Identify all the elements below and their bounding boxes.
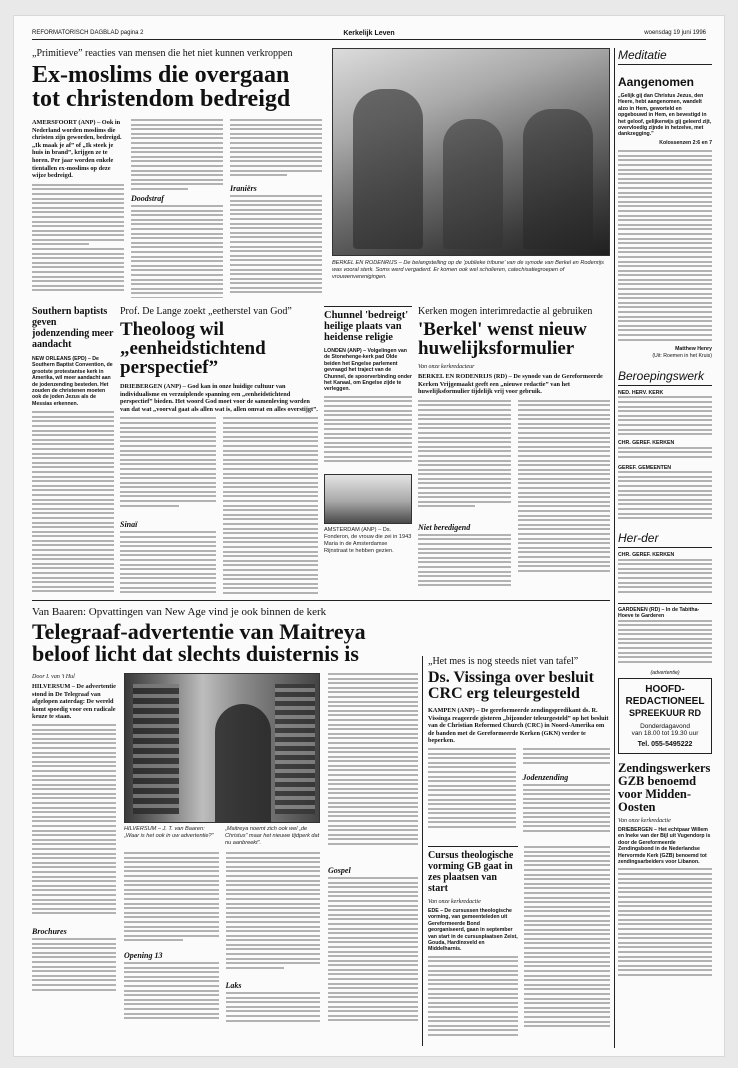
photo-caption: BERKEL EN RODENRIJS – De belangstelling op de ‘publieke tribune’ van de synode van Berkel en Rodenrijs was vooral sterk. Soms werd vergaderd. Er komen ook wel scholieren, catechisatiegroepen of vrouwenverenigingen.	[332, 260, 604, 280]
article-body-text	[32, 724, 116, 924]
article-subheading: Doodstraf	[131, 194, 164, 203]
sidebar-divider	[614, 48, 615, 1048]
photo-caption: HILVERSUM – J. T. van Baaren: „Waar is het ook in uw advertentie?”	[124, 826, 214, 839]
article-headline: Southern baptists geven jodenzending meer aandacht	[32, 306, 114, 350]
article-byline: Van onze kerkredactie	[618, 817, 671, 824]
news-brief-body	[618, 620, 712, 670]
masthead-paper-name: REFORMATORISCH DAGBLAD pagina 2	[32, 30, 144, 36]
article-ex-moslims	[32, 48, 322, 298]
article-headline: Telegraaf-advertentie van Maitreya beloof licht dat slechts duisternis is	[32, 619, 366, 666]
article-byline: Van onze kerkredacteur	[418, 364, 475, 370]
article-lead: EDE – De cursussen theologische vorming, van gemeenteleden uit Gereformeerde Bond georganiseerd, gaan in september van start in de cursusplaatsen Zeist, Gouda, Hardinxveld en Middelharnis.	[428, 908, 518, 953]
photo-caption: „Maitreya noemt zich ook wel „de Christus” maar het nieuwe tijdperk dat nu aanbreekt”.	[225, 826, 320, 846]
article-subheading: Iraniërs	[230, 184, 257, 193]
article-lead: NEW ORLEANS (EPD) – De Southern Baptist Convention, de grootste protestantse kerk in Amerika, wil meer aandacht aan de jodenzending besteden. Het zouden de christenen moeten ook de joden Jezus als de Messias erkennen.	[32, 356, 113, 407]
article-lead: AMERSFOORT (ANP) – Ook in Nederland worden moslims die christen zijn geworden, bedreigd. „Ik maak je af” of „Ik steek je huis in brand”, krijgen ze te horen. Per jaar worden enkele tientallen ex-moslims op deze wijze bedreigd.	[32, 119, 122, 180]
article-subheading: Sinaï	[120, 520, 138, 530]
article-body-text	[418, 400, 511, 520]
meditatie-body	[618, 150, 712, 346]
photo-caption: AMSTERDAM (ANP) – Ds. Fonderon, de vrouw die zei in 1943 Maria in de Amsterdamse Rijnstraat te hebben gezien.	[324, 526, 412, 554]
article-body-text	[32, 184, 124, 294]
article-body-text	[618, 868, 712, 988]
church-list	[618, 471, 712, 527]
article-cursus	[428, 846, 518, 1046]
ad-title-line: SPREEKUUR RD	[628, 707, 701, 718]
article-body-text	[230, 195, 322, 298]
ad-day: Donderdagavond	[640, 722, 690, 730]
church-list	[618, 447, 712, 465]
article-body-text	[324, 396, 412, 470]
article-body-text	[418, 534, 511, 594]
article-body-text	[328, 877, 418, 1037]
article-lead: KAMPEN (ANP) – De gereformeerde zendingspredikant ds. R. Vissinga reageerde gisteren „bijzonder teleurgesteld” op het besluit van de Christian Reformed Church (CRC) in Noord-Amerika om de banden met de Gereformeerde Kerken (GKN) verder te beperken.	[428, 707, 609, 745]
church-list	[618, 396, 712, 440]
article-subheading: Opening 13	[124, 951, 163, 960]
article-subheading: Niet beredigend	[418, 522, 471, 532]
ad-title-line: REDACTIONEEL	[625, 695, 705, 707]
article-kicker: Kerken mogen interimredactie al gebruiken	[418, 306, 593, 317]
meditatie-author-note: (Uit: Roemen in het Kruis)	[652, 352, 712, 359]
article-lead: BERKEL EN RODENRIJS (RD) – De synode van de Gereformeerde Kerken Vrijgemaakt geeft een „nieuwe redactie” van het huwelijksformulier tijdelijk vrij voor gebruik.	[418, 373, 603, 396]
article-body-text	[32, 938, 116, 998]
article-lead: DRIEBERGEN – Het echtpaar Willem en Ineke van der Bijl uit Vugendorp is door de Gereformeerde Zendingsbond in de Nederlandse Hervormde Kerk (GZB) benoemd tot zendingsarbeiders voor Libanon.	[618, 826, 711, 865]
newspaper-page	[14, 16, 724, 1056]
news-brief-heading: GARDENEN (RD) – In de Tabitha-Hoeve te Garderen	[618, 606, 700, 620]
article-maitreya	[32, 606, 418, 1046]
article-lead: HILVERSUM – De advertentie stond in De Telegraaf van afgelopen zaterdag: De wereld komt spoedig voor een radicale keuze te staan.	[32, 683, 116, 721]
article-body-text	[328, 673, 418, 863]
article-subheading: Jodenzending	[522, 772, 569, 782]
ad-phone: Tel. 055-5495222	[637, 740, 693, 748]
article-berkel	[418, 306, 610, 596]
article-kicker: Prof. De Lange zoekt „eetherstel van God”	[120, 306, 292, 317]
article-subheading: Laks	[225, 981, 242, 990]
article-chunnel	[324, 306, 412, 596]
ad-label: (advertentie)	[650, 669, 680, 676]
article-headline: Theoloog wil „eenheidstichtend perspectief”	[120, 319, 266, 378]
article-theoloog	[120, 306, 318, 596]
article-body-text	[120, 417, 216, 517]
article-body-text	[131, 119, 223, 191]
sidebar	[618, 48, 712, 1048]
article-body-text	[124, 962, 219, 1028]
advertisement	[618, 678, 712, 754]
article-body-text	[32, 411, 114, 596]
article-body-text	[226, 992, 321, 1028]
masthead-section: Kerkelijk Leven	[343, 30, 395, 37]
synode-photo	[332, 48, 610, 256]
church-heading: GEREF. GEMEENTEN	[618, 464, 672, 471]
article-vissinga	[428, 656, 610, 838]
beroepingswerk-title: Beroepingswerk	[618, 369, 712, 386]
article-body-text	[428, 956, 518, 1046]
article-body-text	[120, 531, 216, 596]
meditatie-author: Matthew Henry	[675, 346, 712, 353]
article-headline: Ex-moslims die overgaan tot christendom bedreigd	[32, 62, 291, 112]
church-photo	[324, 474, 412, 524]
article-lead: LONDEN (ANP) – Volgelingen van de Stonehenge-kerk pad Olde beiden het Engelse parlement gevraagd het traject van de Chunnel, de spoorverbinding onder het Kanaal, om Engelse zijde te verleggen.	[324, 348, 412, 393]
article-headline: Chunnel 'bedreigt' heilige plaats van heidense religie	[324, 310, 409, 343]
article-body-text	[131, 205, 223, 298]
section-divider	[32, 600, 610, 601]
ad-title-line: HOOFD-	[645, 683, 685, 695]
article-body-text	[226, 852, 321, 978]
article-byline: Door I. van 't Hul	[32, 674, 75, 680]
meditatie-quote: „Gelijk gij dan Christus Jezus, den Heere, hebt aangenomen, wandelt alzo in Hem, geworteld en opgebouwd in Hem, en bevestigd in het geloof, gelijkerwijs gij geleerd zijt, overvloedig zijnde in hetzelve, met dankzegging.”	[618, 93, 712, 138]
article-subheading: Gospel	[328, 866, 351, 875]
article-headline: Zendingswerkers GZB benoemd voor Midden-Oosten	[618, 760, 711, 814]
meditatie-title: Meditatie	[618, 48, 712, 65]
article-subheading: Brochures	[32, 926, 67, 936]
church-list	[618, 559, 712, 599]
meditatie-heading: Aangenomen	[618, 75, 695, 89]
article-body-text	[518, 400, 611, 590]
article-body-text	[124, 852, 219, 948]
article-cursus-continued	[524, 846, 610, 1046]
article-headline: Ds. Vissinga over besluit CRC erg teleurgesteld	[428, 669, 594, 702]
her-der-title: Her-der	[618, 531, 712, 548]
synode-photo-block	[332, 48, 610, 288]
masthead-date: woensdag 19 juni 1996	[644, 30, 706, 36]
article-body-text	[524, 846, 610, 1046]
meditatie-reference: Kolossenzen 2:6 en 7	[659, 139, 712, 146]
column-divider	[422, 656, 423, 1046]
van-baaren-photo	[124, 673, 320, 823]
article-body-text	[523, 784, 611, 838]
article-kicker: „Primitieve” reacties van mensen die het niet kunnen verkroppen	[32, 48, 293, 59]
church-heading: CHR. GEREF. KERKEN	[618, 552, 675, 559]
article-southern-baptists	[32, 306, 114, 596]
church-heading: NED. HERV. KERK	[618, 390, 664, 397]
article-kicker: „Het mes is nog steeds niet van tafel”	[428, 656, 579, 667]
article-headline: Cursus theologische vorming GB gaat in zes plaatsen van start	[428, 850, 514, 894]
article-lead: DRIEBERGEN (ANP) – God kan in onze huidige cultuur van individualisme en verzuiplende spanning een „eenheidstichtend perspectief” bieden. Het woord God moet voor de samenleving worden van dat wat „voorval gaat als allen wat is, allen omvat en alles overstijgt”.	[120, 383, 318, 413]
article-body-text	[523, 748, 611, 770]
article-body-text	[230, 119, 322, 181]
church-heading: CHR. GEREF. KERKEN	[618, 440, 675, 447]
ad-time: van 18.00 tot 19.30 uur	[631, 729, 699, 737]
article-byline: Van onze kerkredactie	[428, 899, 481, 905]
article-body-text	[428, 748, 516, 838]
article-body-text	[223, 417, 319, 596]
article-kicker: Van Baaren: Opvattingen van New Age vind je ook binnen de kerk	[32, 606, 327, 618]
masthead	[32, 28, 706, 40]
article-headline: 'Berkel' wenst nieuw huwelijksformulier	[418, 319, 587, 359]
